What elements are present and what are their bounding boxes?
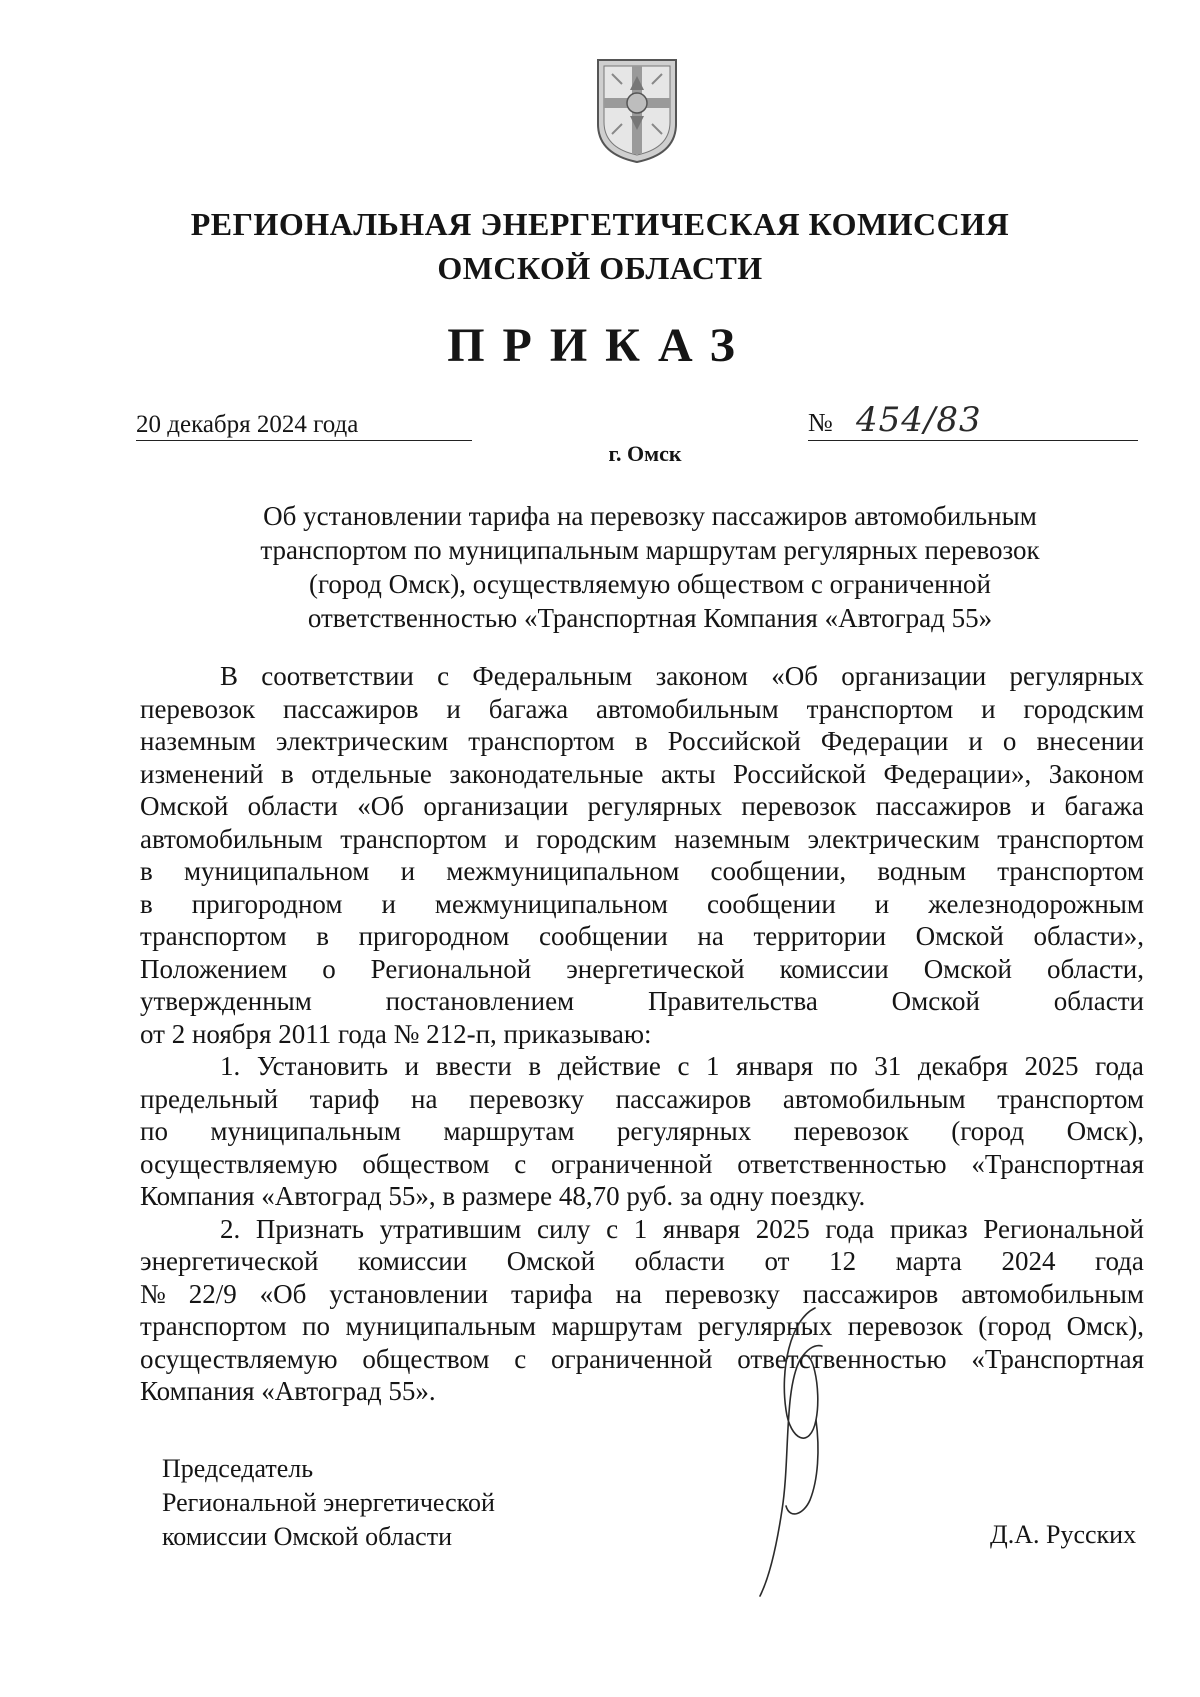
preamble-line: наземным электрическим транспортом в Российской Федерации и о внесении (140, 726, 1144, 756)
subject-line: (город Омск), осуществляемую обществом с ограниченной (308, 569, 992, 599)
preamble-line: автомобильным транспортом и городским наземным электрическим транспортом (140, 823, 1144, 854)
handwritten-signature (720, 1300, 880, 1600)
preamble-line: Омской области «Об организации регулярных перевозок пассажиров и багажа (140, 791, 1144, 821)
item1-line: по муниципальным маршрутам регулярных перевозок (город Омск), (140, 1116, 1144, 1146)
number-sign: № (808, 408, 833, 437)
item2-line: № 22/9 «Об установлении тарифа на перевозку пассажиров автомобильным (140, 1278, 1144, 1309)
document-body (140, 660, 1144, 1408)
preamble-line: транспортом в пригородном сообщении на территории Омской области», (140, 921, 1144, 951)
signatory-title-line: комиссии Омской области (162, 1522, 452, 1551)
signatory-title-line: Региональной энергетической (162, 1488, 495, 1517)
preamble-line: утвержденным постановлением Правительства Омской области (140, 986, 1144, 1016)
signatory-title-line: Председатель (162, 1454, 314, 1483)
subject-line: ответственностью «Транспортная Компания «Автоград 55» (307, 603, 993, 633)
item2-line: транспортом по муниципальным маршрутам регулярных перевозок (город Омск), (140, 1311, 1144, 1341)
preamble-line: В соответствии с Федеральным законом «Об организации регулярных (220, 661, 1144, 691)
preamble-line: в пригородном и межмуниципальном сообщении и железнодорожным (140, 888, 1144, 919)
signatory-name: Д.А. Русских (990, 1520, 1137, 1549)
item2-line: осуществляемую обществом с ограниченной ответственностью «Транспортная (140, 1343, 1144, 1374)
coat-of-arms-icon (592, 54, 682, 166)
item1-line: Компания «Автоград 55», в размере 48,70 руб. за одну поездку. (140, 1181, 866, 1211)
preamble-line: Положением о Региональной энергетической комиссии Омской области, (140, 953, 1144, 984)
preamble-line: от 2 ноября 2011 года № 212-п, приказываю: (140, 1018, 652, 1049)
organization-name-line1: РЕГИОНАЛЬНАЯ ЭНЕРГЕТИЧЕСКАЯ КОМИССИЯ (190, 206, 1010, 242)
signatory-title (162, 1452, 495, 1554)
item2-line: 2. Признать утратившим силу с 1 января 2025 года приказ Региональной (220, 1213, 1144, 1244)
document-number: 454/83 (856, 400, 982, 440)
preamble-line: перевозок пассажиров и багажа автомобильным транспортом и городским (140, 693, 1144, 724)
document-subject (200, 499, 1100, 635)
preamble-line: изменений в отдельные законодательные акты Российской Федерации», Законом (140, 758, 1144, 789)
document-city: г. Омск (608, 441, 682, 466)
document-number-field (808, 402, 1138, 441)
item1-line: 1. Установить и ввести в действие с 1 января по 31 декабря 2025 года (220, 1051, 1144, 1081)
subject-line: Об установлении тарифа на перевозку пассажиров автомобильным (263, 501, 1037, 531)
preamble-line: в муниципальном и межмуниципальном сообщении, водным транспортом (140, 856, 1144, 886)
document-type-title: ПРИКАЗ (447, 319, 753, 372)
item1-line: предельный тариф на перевозку пассажиров автомобильным транспортом (140, 1083, 1144, 1114)
subject-line: транспортом по муниципальным маршрутам регулярных перевозок (260, 535, 1040, 565)
item2-line: Компания «Автоград 55». (140, 1376, 436, 1406)
document-date: 20 декабря 2024 года (136, 410, 472, 441)
item1-line: осуществляемую обществом с ограниченной ответственностью «Транспортная (140, 1148, 1144, 1179)
organization-name-line2: ОМСКОЙ ОБЛАСТИ (437, 250, 763, 286)
item2-line: энергетической комиссии Омской области от 12 марта 2024 года (140, 1246, 1144, 1276)
